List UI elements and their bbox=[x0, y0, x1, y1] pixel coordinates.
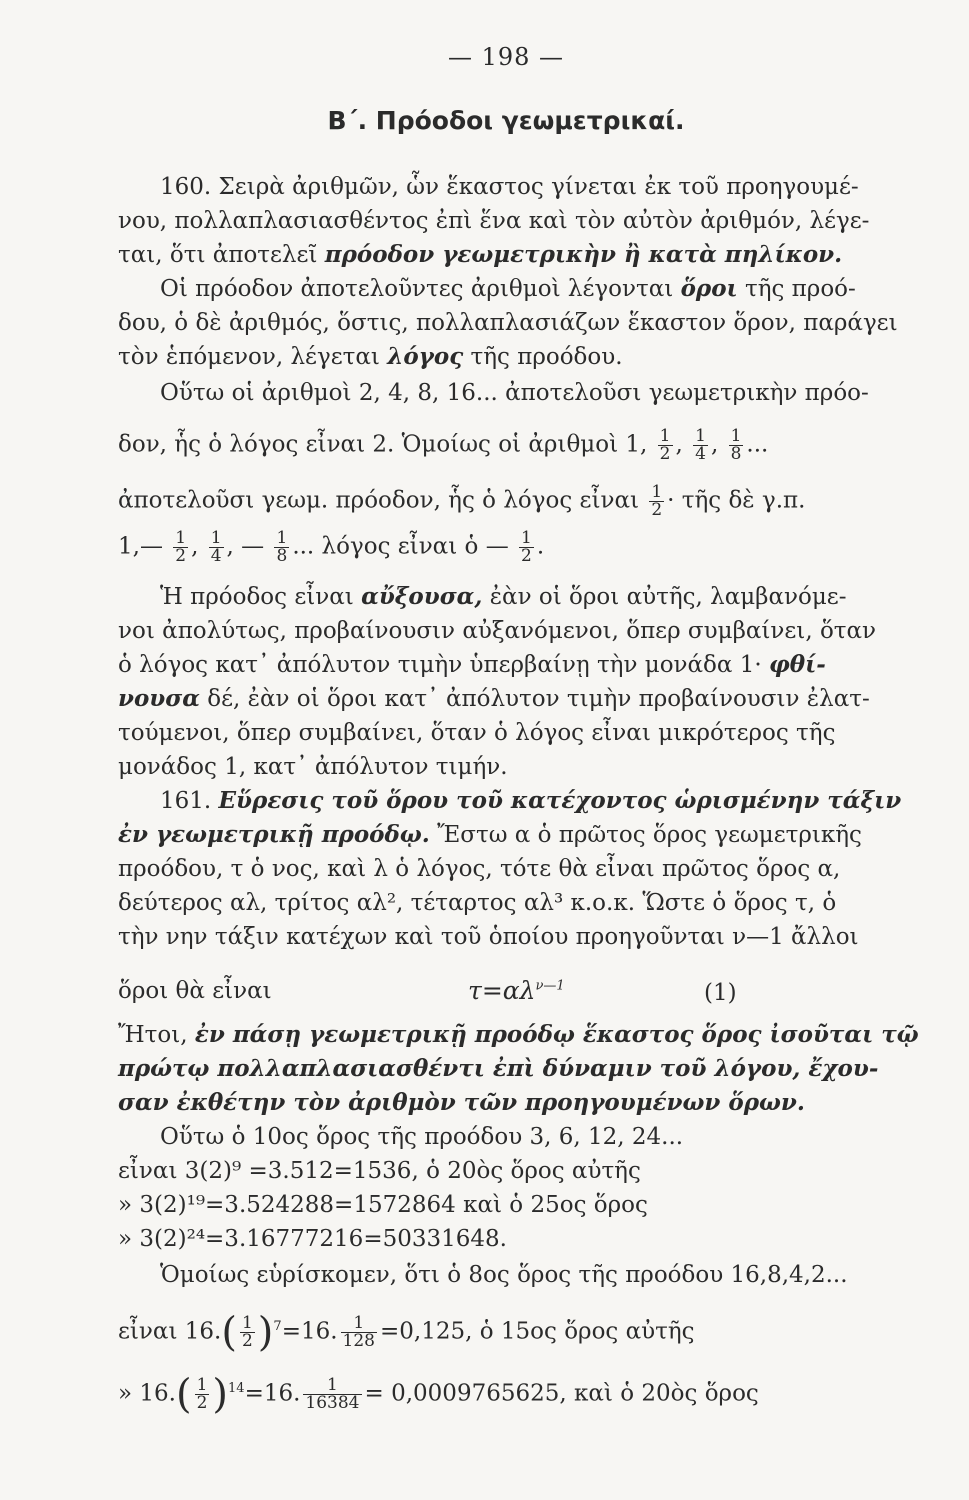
denominator: 2 bbox=[651, 500, 663, 520]
numerator: 1 bbox=[276, 528, 288, 548]
text: ἀποτελοῦσι γεωμ. πρόοδον, ἧς ὁ λόγος εἶναι bbox=[118, 487, 639, 514]
formula-number: (1) bbox=[704, 980, 737, 1006]
text: ... λόγος εἶναι ὁ — bbox=[292, 533, 509, 560]
fraction bbox=[195, 1377, 210, 1412]
emphasis: ἐν γεωμετρικῇ προόδῳ. bbox=[118, 821, 430, 848]
text-line: προόδου, τ ὁ νος, καὶ λ ὁ λόγος, τότε θὰ εἶναι πρῶτος ὅρος α, bbox=[118, 856, 841, 882]
text: Ἡ πρόοδος εἶναι bbox=[160, 584, 362, 610]
text-line: 1,— $\frac{1}{2}$ , $\frac{1}{4}$ , — $\frac{1}{8}$ ... λόγος εἶναι ὁ — $\frac{1}{2}$ . bbox=[118, 528, 545, 566]
text-line bbox=[118, 240, 894, 270]
numerator: 1 bbox=[730, 426, 742, 446]
numerator: 1 bbox=[241, 1313, 253, 1334]
formula-exponent: ν—1 bbox=[535, 978, 565, 994]
denominator: 128 bbox=[342, 1331, 375, 1352]
fraction bbox=[303, 1377, 361, 1412]
fraction bbox=[173, 530, 188, 565]
text-line: Οὕτω ὁ 10ος ὅρος τῆς προόδου 3, 6, 12, 24... bbox=[160, 1124, 684, 1150]
denominator: 2 bbox=[196, 1393, 208, 1414]
text-line bbox=[160, 582, 894, 612]
emphasis: λόγος bbox=[387, 343, 464, 370]
fraction bbox=[274, 530, 289, 565]
fraction bbox=[240, 1315, 255, 1350]
text: εἶναι 16. bbox=[118, 1318, 222, 1345]
fraction bbox=[729, 428, 744, 463]
denominator: 4 bbox=[695, 444, 706, 464]
page-number: — 198 — bbox=[447, 43, 565, 71]
text: Ἔστω α ὁ πρῶτος ὅρος γεωμετρικῆς bbox=[429, 822, 862, 848]
text-line bbox=[118, 1020, 919, 1050]
numerator: 1 bbox=[341, 1315, 377, 1333]
text-line: μονάδος 1, κατ᾽ ἀπόλυτον τιμήν. bbox=[118, 754, 508, 780]
paren: ( bbox=[221, 1309, 237, 1356]
text: 1,— bbox=[118, 533, 163, 560]
text-line bbox=[118, 342, 894, 372]
text: Ἤτοι, bbox=[118, 1022, 195, 1048]
exponent: 7 bbox=[273, 1319, 282, 1334]
text: =0,125, ὁ 15ος ὅρος αὐτῆς bbox=[380, 1318, 695, 1345]
text: ται, ὅτι ἀποτελεῖ bbox=[118, 242, 325, 268]
text-line: » 3(2)²⁴=3.16777216=50331648. bbox=[118, 1226, 507, 1252]
exponent: 14 bbox=[228, 1381, 245, 1396]
denominator: 8 bbox=[276, 546, 288, 566]
emphasis: φθί- bbox=[769, 651, 826, 678]
text-line bbox=[118, 650, 894, 680]
numerator: 1 bbox=[651, 482, 663, 502]
text-line bbox=[118, 1371, 894, 1418]
denominator: 4 bbox=[210, 546, 222, 566]
text-line: δον, ἧς ὁ λόγος εἶναι 2. Ὁμοίως οἱ ἀριθμοὶ 1, $\frac{1}{2}$ , $\frac{1}{4}$ , $\frac{1}{8}$ ... bbox=[118, 426, 769, 464]
formula-body: τ=αλ bbox=[468, 976, 536, 1005]
text-line: Ὁμοίως εὑρίσκομεν, ὅτι ὁ 8ος ὅρος τῆς προόδου 16,8,4,2... bbox=[160, 1262, 848, 1288]
text: ὁ λόγος κατ᾽ ἀπόλυτον τιμὴν ὑπερβαίνῃ τὴν μονάδα 1· bbox=[118, 652, 769, 678]
fraction bbox=[693, 428, 708, 463]
emphasis: πρόοδον γεωμετρικὴν ἢ κατὰ πηλίκον. bbox=[324, 241, 843, 268]
denominator: 2 bbox=[659, 444, 671, 464]
text-line: » 3(2)¹⁹=3.524288=1572864 καὶ ὁ 25ος ὅρος bbox=[118, 1192, 648, 1218]
text: 161. bbox=[160, 788, 219, 814]
fraction bbox=[519, 530, 534, 565]
fraction bbox=[341, 1315, 377, 1350]
text: ἐὰν οἱ ὅροι αὐτῆς, λαμβανόμε- bbox=[482, 584, 847, 610]
text-line: τούμενοι, ὅπερ συμβαίνει, ὅταν ὁ λόγος εἶναι μικρότερος τῆς bbox=[118, 720, 836, 746]
denominator: 16384 bbox=[305, 1393, 360, 1414]
text-line: νου, πολλαπλασιασθέντος ἐπὶ ἕνα καὶ τὸν αὐτὸν ἀριθμόν, λέγε- bbox=[118, 208, 870, 234]
text-line: νοι ἀπολύτως, προβαίνουσιν αὐξανόμενοι, ὅπερ συμβαίνει, ὅταν bbox=[118, 618, 877, 644]
formula bbox=[468, 976, 565, 1005]
denominator: 2 bbox=[521, 546, 532, 566]
numerator: 1 bbox=[659, 426, 671, 446]
fraction bbox=[209, 530, 224, 565]
text: τὸν ἑπόμενον, λέγεται bbox=[118, 344, 388, 370]
text-line: πρώτῳ πολλαπλασιασθέντι ἐπὶ δύναμιν τοῦ λόγου, ἔχου- bbox=[118, 1055, 879, 1082]
section-heading: Β΄. Πρόοδοι γεωμετρικαί. bbox=[327, 106, 685, 135]
denominator: 8 bbox=[730, 444, 742, 464]
text-line bbox=[160, 786, 902, 816]
text: =16. bbox=[281, 1318, 338, 1345]
numerator: 1 bbox=[521, 528, 532, 548]
paren: ) bbox=[212, 1371, 229, 1418]
text: τῆς προόδου. bbox=[463, 344, 623, 370]
text-line bbox=[118, 684, 894, 714]
fraction bbox=[658, 428, 673, 463]
text-line: σαν ἐκθέτην τὸν ἀριθμὸν τῶν προηγουμένων ὅρων. bbox=[118, 1089, 805, 1116]
text: Οἱ πρόοδον ἀποτελοῦντες ἀριθμοὶ λέγονται bbox=[160, 276, 681, 302]
text-line: δου, ὁ δὲ ἀριθμός, ὅστις, πολλαπλασιάζων ἕκαστον ὅρον, παράγει bbox=[118, 310, 898, 336]
text: =16. bbox=[244, 1380, 301, 1407]
numerator: 1 bbox=[210, 528, 222, 548]
text: δον, ἧς ὁ λόγος εἶναι 2. Ὁμοίως οἱ ἀριθμοὶ 1, bbox=[118, 431, 648, 458]
text: δέ, ἐὰν οἱ ὅροι κατ᾽ ἀπόλυτον τιμὴν προβαίνουσιν ἐλατ- bbox=[199, 686, 870, 712]
text: · τῆς δὲ γ.π. bbox=[667, 487, 806, 514]
text: » 16. bbox=[118, 1380, 176, 1407]
text-line bbox=[118, 1309, 894, 1356]
paren: ) bbox=[257, 1309, 274, 1356]
text-line bbox=[118, 820, 894, 850]
fraction bbox=[649, 484, 664, 519]
text-line bbox=[160, 274, 894, 304]
emphasis: Εὕρεσις τοῦ ὅρου τοῦ κατέχοντος ὡρισμένην τάξιν bbox=[218, 787, 902, 814]
emphasis: ἐν πάσῃ γεωμετρικῇ προόδῳ ἕκαστος ὅρος ἰσοῦται τῷ bbox=[194, 1021, 919, 1048]
emphasis: νουσα bbox=[118, 685, 200, 712]
numerator: 1 bbox=[175, 528, 187, 548]
text-line: εἶναι 3(2)⁹ =3.512=1536, ὁ 20ὸς ὅρος αὐτῆς bbox=[118, 1158, 641, 1184]
text-line bbox=[118, 484, 894, 519]
text-line: δεύτερος αλ, τρίτος αλ², τέταρτος αλ³ κ.ο.κ. Ὥστε ὁ ὅρος τ, ὁ bbox=[118, 890, 837, 916]
paren: ( bbox=[175, 1371, 192, 1418]
numerator: 1 bbox=[196, 1375, 208, 1396]
denominator: 2 bbox=[175, 546, 187, 566]
text-line: τὴν νην τάξιν κατέχων καὶ τοῦ ὁποίου προηγοῦνται ν—1 ἄλλοι bbox=[118, 924, 859, 950]
text-line: ὅροι θὰ εἶναι bbox=[118, 978, 272, 1004]
numerator: 1 bbox=[303, 1377, 361, 1395]
numerator: 1 bbox=[695, 426, 706, 446]
emphasis: ὅροι bbox=[680, 275, 738, 302]
text-line: 160. Σειρὰ ἀριθμῶν, ὧν ἕκαστος γίνεται ἐκ τοῦ προηγουμέ- bbox=[160, 174, 859, 200]
text-line: Οὕτω οἱ ἀριθμοὶ 2, 4, 8, 16... ἀποτελοῦσι γεωμετρικὴν πρόο- bbox=[160, 380, 869, 406]
emphasis: αὔξουσα, bbox=[361, 583, 483, 610]
denominator: 2 bbox=[241, 1331, 253, 1352]
text: = 0,0009765625, καὶ ὁ 20ὸς ὅρος bbox=[364, 1380, 759, 1407]
text: τῆς προό- bbox=[737, 276, 856, 302]
